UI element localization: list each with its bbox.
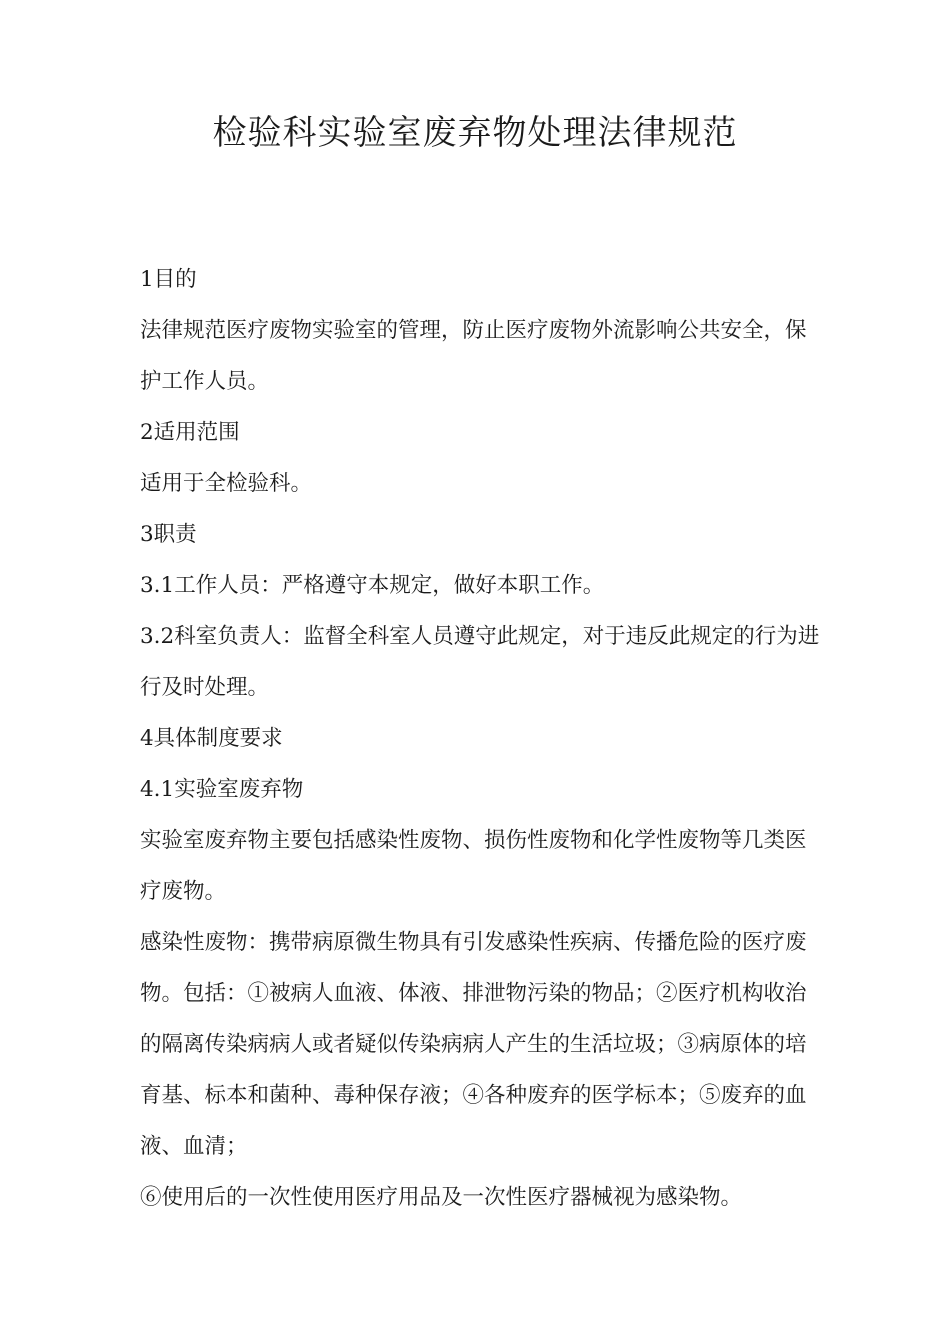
- subsection-heading-lab-waste: 4.1实验室废弃物: [140, 777, 304, 802]
- paragraph-infectious-waste: 感染性废物：携带病原微生物具有引发感染性疾病、传播危险的医疗废物。包括：①被病人血液、体液、排泄物污染的物品；②医疗机构收治的隔离传染病病人或者疑似传染病病人产生的生活垃圾；③病原体的培育基、标本和菌种、毒种保存液；④各种废弃的医学标本；⑤废弃的血液、血清；: [140, 930, 807, 1159]
- document-body: [140, 254, 820, 1223]
- paragraph-scope: 适用于全检验科。: [140, 471, 313, 496]
- document-title: 检验科实验室废弃物处理法律规范: [212, 113, 738, 153]
- section-heading-requirements: 4具体制度要求: [140, 726, 283, 751]
- paragraph-responsibility-head: 3.2科室负责人：监督全科室人员遵守此规定，对于违反此规定的行为进行及时处理。: [140, 624, 820, 700]
- section-heading-scope: 2适用范围: [140, 420, 240, 445]
- paragraph-disposables: ⑥使用后的一次性使用医疗用品及一次性医疗器械视为感染物。: [140, 1185, 743, 1210]
- paragraph-purpose: 法律规范医疗废物实验室的管理，防止医疗废物外流影响公共安全，保护工作人员。: [140, 318, 807, 394]
- section-heading-purpose: 1目的: [140, 267, 197, 292]
- paragraph-lab-waste: 实验室废弃物主要包括感染性废物、损伤性废物和化学性废物等几类医疗废物。: [140, 828, 807, 904]
- section-heading-responsibilities: 3职责: [140, 522, 197, 547]
- paragraph-responsibility-staff: 3.1工作人员：严格遵守本规定，做好本职工作。: [140, 573, 605, 598]
